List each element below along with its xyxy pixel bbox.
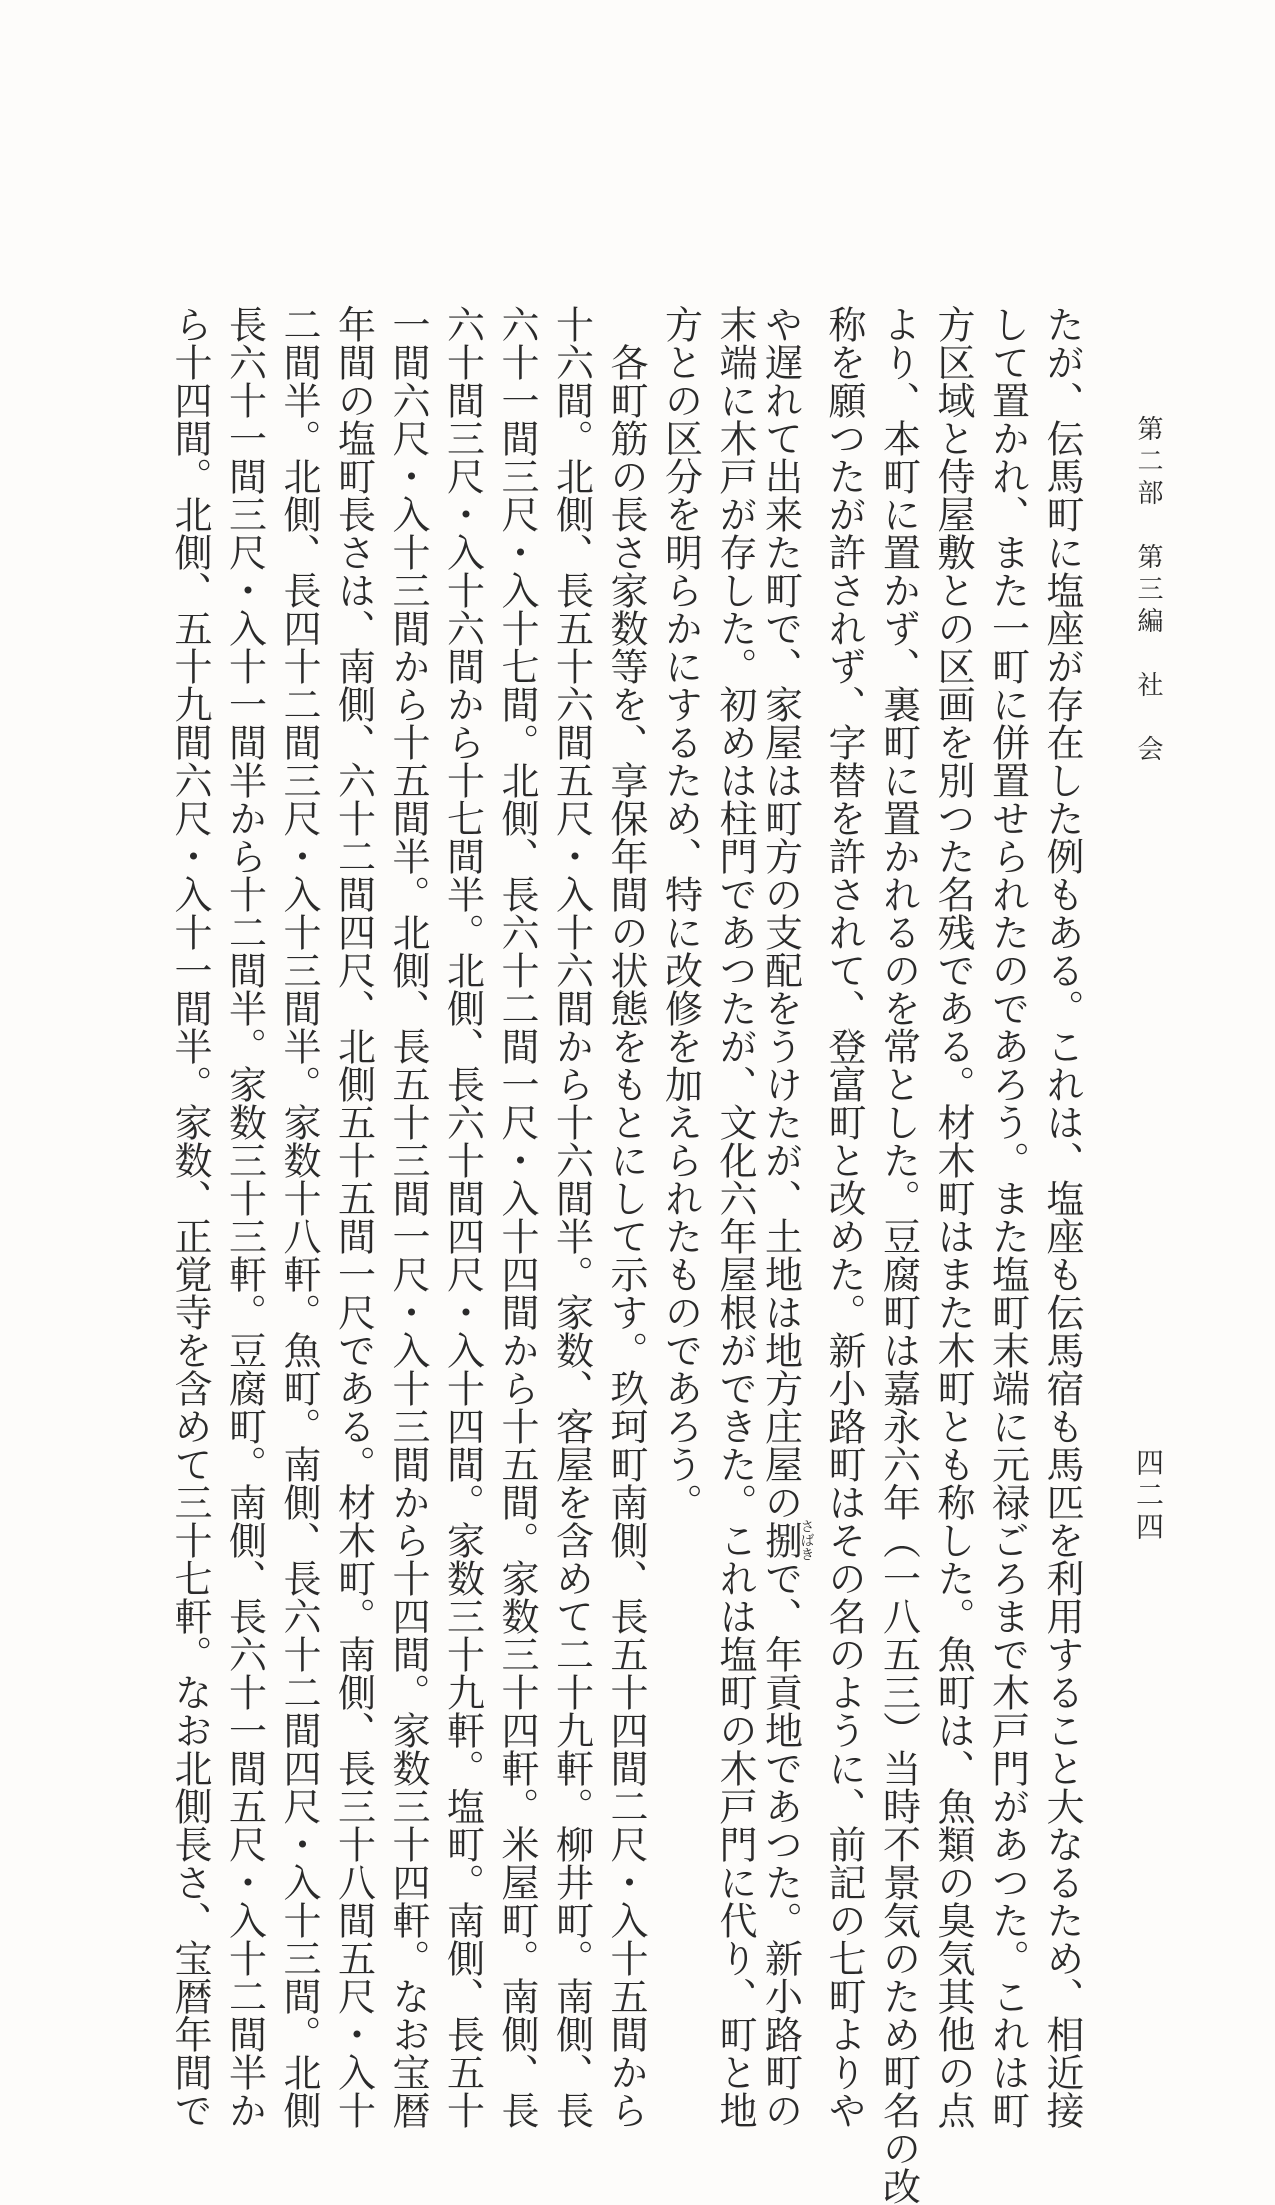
text-column: 十六間。北側、長五十六間五尺・入十六間から十六間半。家数、客屋を含めて二十九軒。柳井町。南側、長 [549, 305, 594, 2129]
running-header: 第二部 第三編 社 会 [1133, 415, 1163, 767]
text-column: 二間半。北側、長四十二間三尺・入十三間半。家数十八軒。魚町。南側、長六十二間四尺・入十三間。北側 [277, 305, 321, 2129]
ruby-annotation [758, 1519, 815, 1561]
text-column: して置かれ、また一町に併置せられたのであろう。また塩町末端に元禄ごろまで木戸門があつた。これは町 [985, 305, 1030, 2129]
text-column: 六十間三尺・入十六間から十七間半。北側、長六十間四尺・入十四間。家数三十九軒。塩町。南側、長五十 [440, 305, 485, 2129]
text-column: 称を願つたが許されず、字替を許されて、登富町と改めた。新小路町はその名のように、前記の七町よりや [822, 305, 866, 2129]
text-column [758, 305, 815, 2129]
page-number: 四二四 [1132, 1448, 1165, 1544]
text-column: 年間の塩町長さは、南側、六十二間四尺、北側五十五間一尺である。材木町。南側、長三十八間五尺・入十 [331, 305, 376, 2129]
text-column: 方区域と侍屋敷との区画を別つた名残である。材木町はまた木町とも称した。魚町は、魚類の臭気其他の点 [931, 305, 975, 2129]
text-segment: や遅れて出来た町で、家屋は町方の支配をうけたが、土地は地方庄屋の [758, 305, 803, 1521]
text-column: ら十四間。北側、五十九間六尺・入十一間半。家数、正覚寺を含めて三十七軒。なお北側長さ、宝暦年間で [168, 305, 212, 2129]
text-column: たが、伝馬町に塩座が存在した例もある。これは、塩座も伝馬宿も馬匹を利用すること大なるため、相近接 [1040, 305, 1084, 2129]
ruby-base: 捌 [758, 1519, 803, 1561]
ruby-reading: さばき [798, 1519, 815, 1561]
text-column: 方との区分を明らかにするため、特に改修を加えられたものであろう。 [658, 305, 703, 1521]
text-segment: で、年貢地であつた。新小路町の [758, 1559, 803, 2129]
text-column: 六十一間三尺・入十七間。北側、長六十二間一尺・入十四間から十五間。家数三十四軒。米屋町。南側、長 [495, 305, 539, 2129]
text-column: より、本町に置かず、裏町に置かれるのを常とした。豆腐町は嘉永六年（一八五三）当時不景気のため町名の改 [876, 305, 921, 2205]
text-column: 各町筋の長さ家数等を、享保年間の状態をもとにして示す。玖珂町南側、長五十四間二尺・入十五間から [604, 343, 648, 2129]
text-column: 一間六尺・入十三間から十五間半。北側、長五十三間一尺・入十三間から十四間。家数三十四軒。なお宝暦 [386, 305, 430, 2129]
text-column: 末端に木戸が存した。初めは柱門であつたが、文化六年屋根ができた。これは塩町の木戸門に代り、町と地 [713, 305, 757, 2129]
text-column: 長六十一間三尺・入十一間半から十二間半。家数三十三軒。豆腐町。南側、長六十一間五尺・入十二間半か [222, 305, 267, 2129]
